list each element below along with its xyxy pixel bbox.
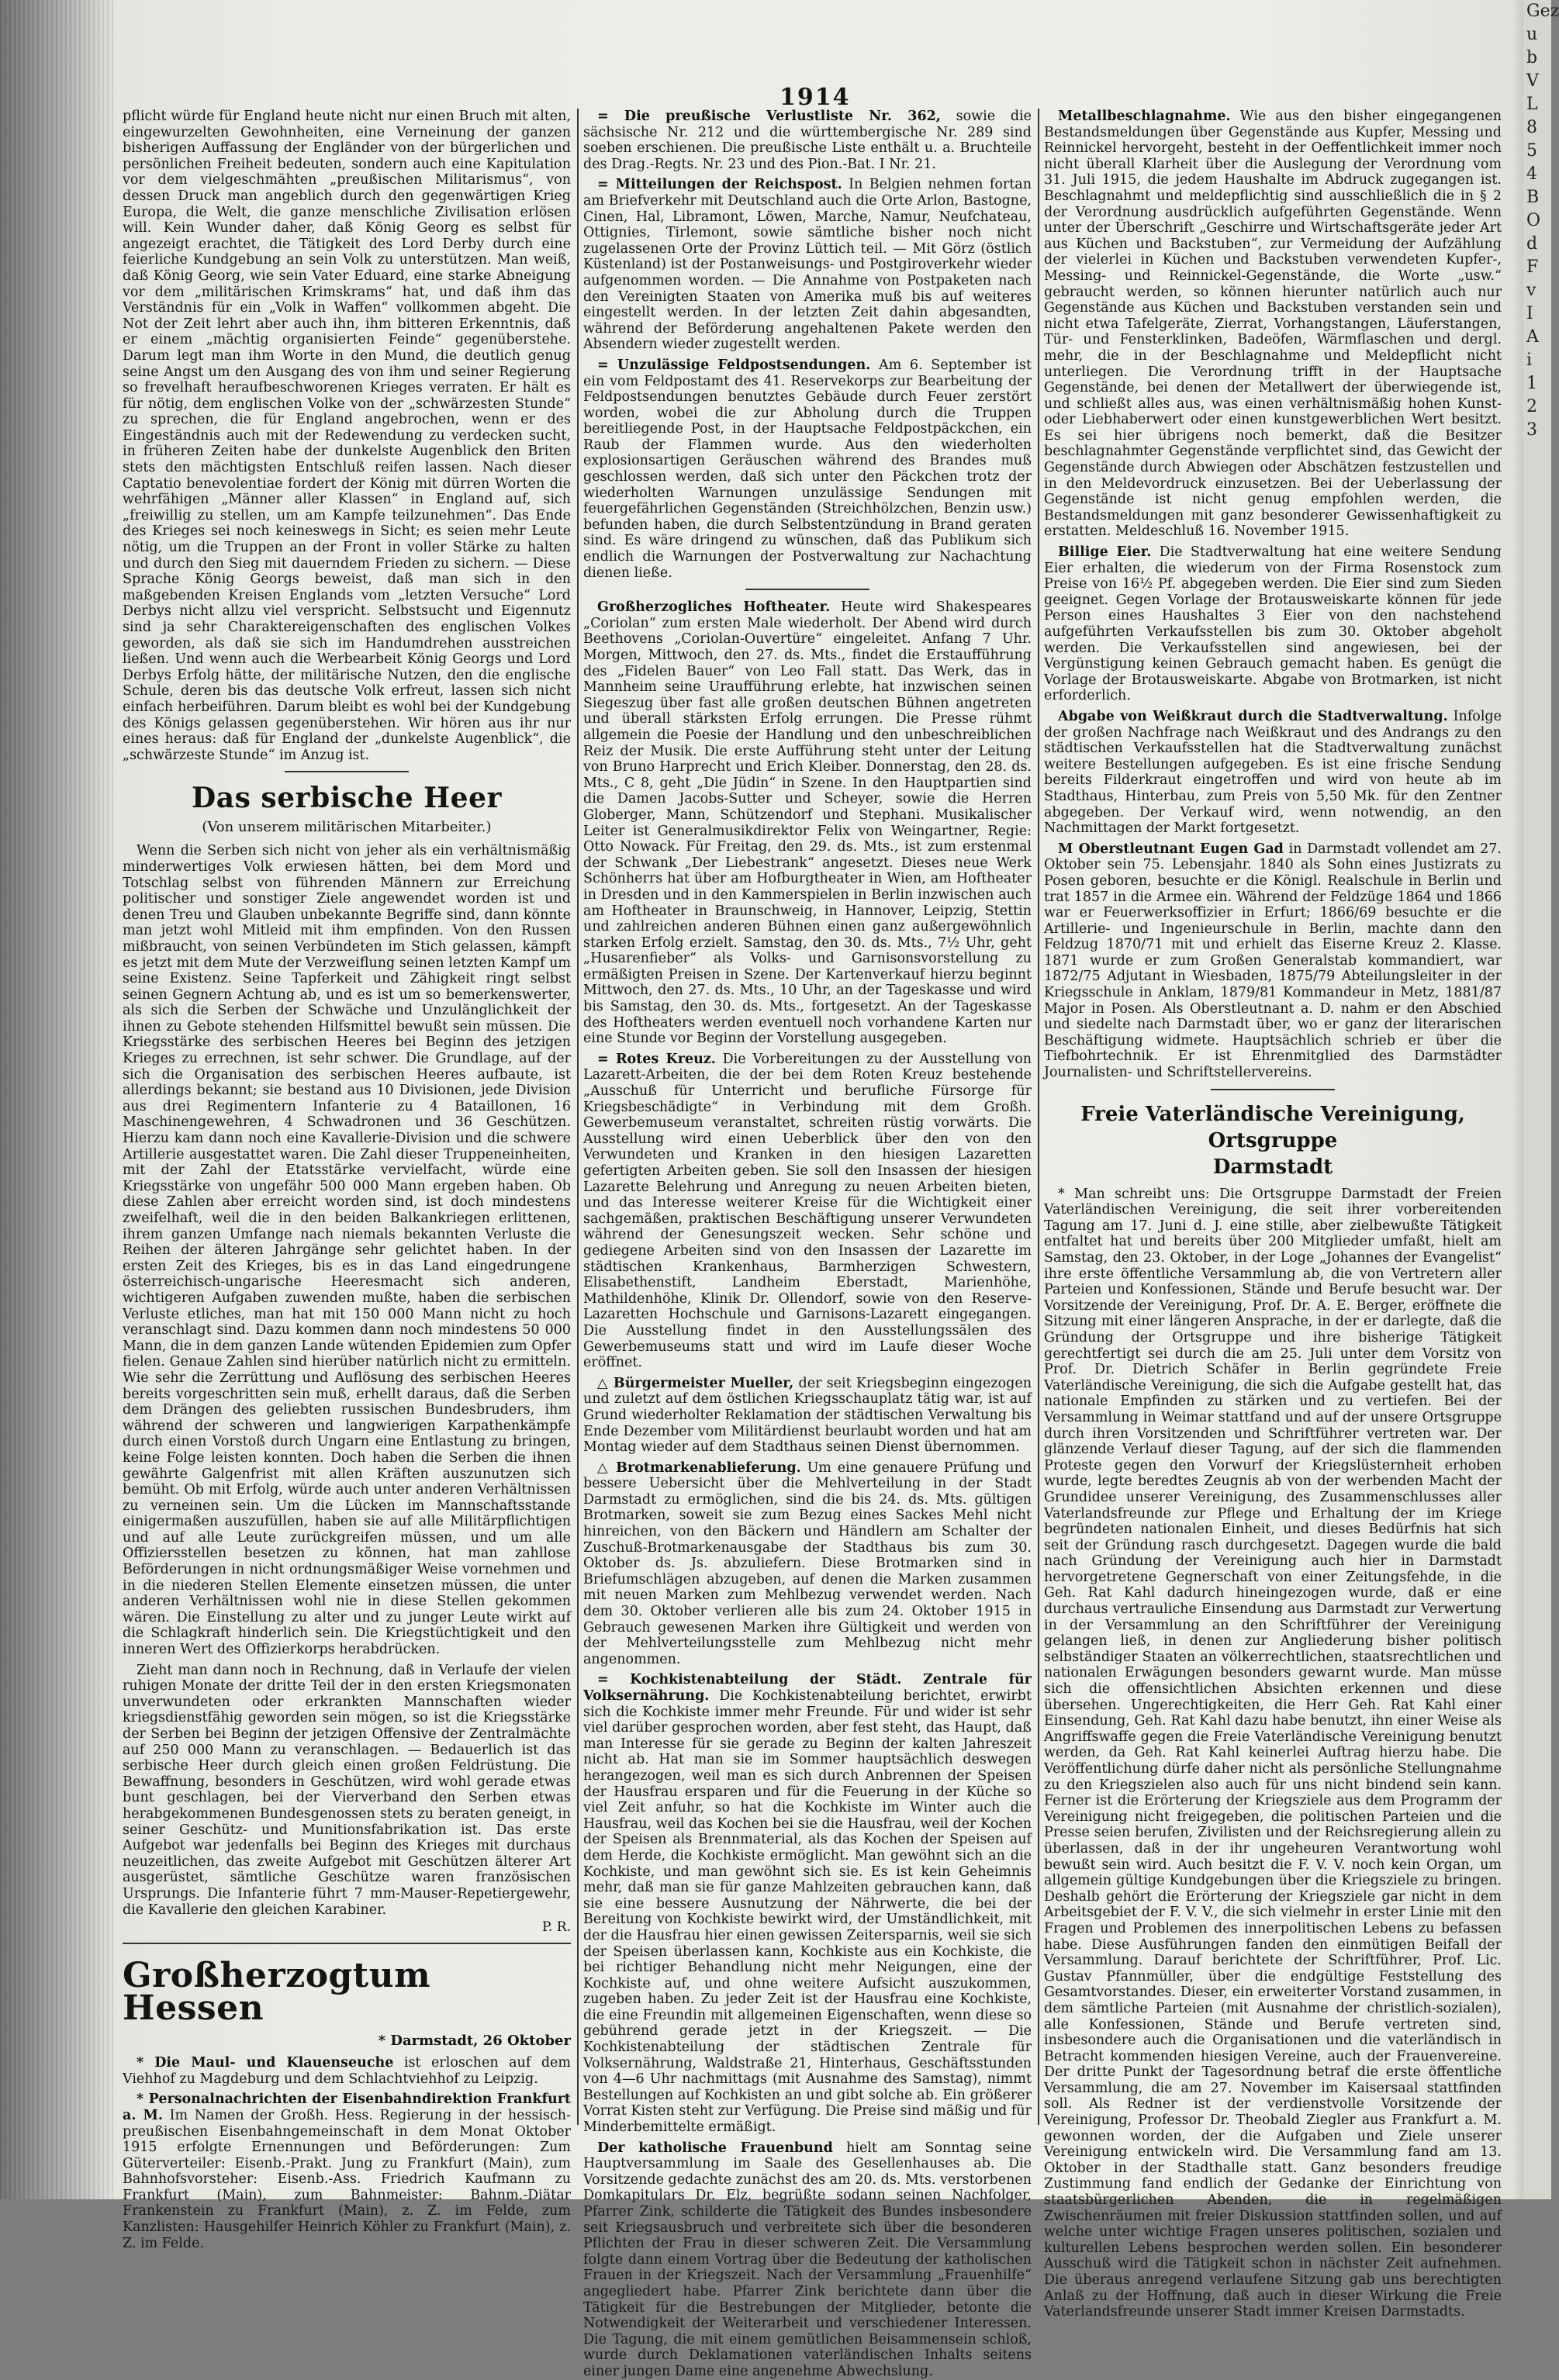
article-heading-freie-vaterlaendische-vereinigung (1044, 1101, 1502, 1180)
column-rule (1038, 109, 1039, 2125)
news-item-text: Am 6. September ist ein vom Feldpostamt des 41. Reservekorps zur Bearbeitung der Feldpostsendungen benutztes Gebäude durch Feuer zerstört worden, wobei die zur Abholung durch die Truppen bereitliegende Post, in der Hauptsache Feldpostpäckchen, ein Raub der Flammen wurde. Aus den wiederholten explosionsartigen Geräuschen während des Brandes muß geschlossen werden, daß sich unter den Päckchen trotz der wiederholten Warnungen unzulässige Sendungen mit feuergefährlichen Gegenständen (Streichhölzchen, Benzin usw.) befunden haben, die durch Selbstentzündung in Brand geraten sind. Es wäre dringend zu wünschen, daß das Publikum sich endlich die Warnungen der Postverwaltung zur Nachachtung dienen ließe. (583, 357, 1032, 581)
news-item-text: In Belgien nehmen fortan am Briefverkehr mit Deutschland auch die Orte Arlon, Bastogne, Cinen, Hal, Libramont, Löwen, Marche, Namur, Neufchateau, Ottignies, Tirlemont, sowie sämtliche bisher noch nicht zugelassenen Orte der Provinz Lüttich teil. — Mit Görz (östlich Küstenland) ist der Postanweisungs- und Postgiroverkehr wieder aufgenommen worden. — Die Annahme von Postpaketen nach den Vereinigten Staaten von Amerika muß bis auf weiteres eingestellt werden. In der letzten Zeit dahin abgesandten, während der Beförderung angehaltenen Pakete werden den Absendern wieder zugestellt werden. (583, 177, 1032, 353)
edge-fragment: L (1526, 95, 1538, 114)
article-text: Wenn die Serben sich nicht von jeher als ein verhältnismäßig minderwertiges Volk erwiesen hätten, bei dem Mord und Totschlag selbst von führenden Männern zur Erreichung politischer und sonstiger Ziele angewendet worden ist und denen Treu und Glauben unbekannte Begriffe sind, dann könnte man jetzt wohl Mitleid mit ihm empfinden. Von den Russen mißbraucht, von seinen Verbündeten im Stich gelassen, kämpft es jetzt mit dem Mute der Verzweiflung seinen letzten Kampf um seine Existenz. Seine Tapferkeit und Zähigkeit ringt selbst seinen Gegnern Achtung ab, und es ist um so bemerkenswerter, als sich die Serben der Schwäche und Unzulänglichkeit der ihnen zu Gebote stehenden Hilfsmittel bewußt sein müssen. Die Kriegsstärke des serbischen Heeres bei Beginn des jetzigen Krieges zu errechnen, ist sehr schwer. Die Grundlage, auf der sich die Organisation des serbischen Heeres aufbaute, ist allerdings bekannt; sie bestand aus 10 Divisionen, jede Division aus drei Regimentern Infanterie zu 4 Bataillonen, 16 Maschinengewehren, 4 Schwadronen und 36 Geschützen. Hierzu kam dann noch eine Kavallerie-Division und die schwere Artillerie ausgestattet waren. Die Zahl dieser Truppeneinheiten, mit der Zahl der Etatsstärke vervielfacht, würde eine Kriegsstärke von ungefähr 500 000 Mann ergeben haben. Ob diese Zahlen aber erreicht worden sind, ist doch mindestens zweifelhaft, weil die in den beiden Balkankriegen erlittenen, ihrem ganzen Umfange nach niemals bekannten Verluste die Reihen der älteren Jahrgänge sehr gelichtet haben. In der ersten Zeit des Krieges, bis es in das Land eingedrungene österreichisch-ungarische Heeresmacht sich anderen, wichtigeren Aufgaben zuwenden mußte, haben die serbischen Verluste etliches, man hat mit 150 000 Mann nicht zu hoch veranschlagt sind. Dazu kommen dann noch mindestens 50 000 Mann, die in dem ganzen Lande wütenden Epidemien zum Opfer fielen. Genaue Zahlen sind hierüber natürlich nicht zu ermitteln. Wie sehr die Zerrüttung und Auflösung des serbischen Heeres bereits vorgeschritten sein muß, erhellt daraus, daß die Serben dem Drängen des geliebten russischen Bundesbruders, ihm während der schweren und langwierigen Karpathenkämpfe durch einen Vorstoß durch Ungarn eine Entlastung zu bringen, keine Folge leisten konnten. Doch haben die Serben die ihnen gewährte Galgenfrist mit allen Kräften auszunutzen sich bemüht. Ob mit Erfolg, würde auch unter anderen Verhältnissen zu verneinen sein. Um die Lücken im Mannschaftsstande einigermaßen auszufüllen, haben sie auf alle Militärpflichtigen und auf alle Leute zurückgreifen müssen, und um alle Offiziersstellen besetzen zu können, hat man zahllose Beförderungen in nicht ordnungsmäßiger Weise vornehmen und in die niederen Stellen Elemente einsetzen müssen, die unter anderen Verhältnissen wohl nie in diese Stellen gekommen wären. Die Einstellung zu alter und zu junger Leute wirkt auf die Schlagkraft hinderlich sein. Die Kriegstüchtigkeit und den inneren Wert des Offizierkorps herabdrücken. (123, 843, 571, 1658)
edge-fragment: 5 (1526, 141, 1537, 161)
news-item-feldpost (583, 358, 1032, 581)
edge-fragment: 4 (1526, 164, 1537, 184)
news-item-reichspost (583, 177, 1032, 353)
news-item-weisskraut (1044, 709, 1502, 837)
news-item-lead: = Mitteilungen der Reichspost. (597, 177, 842, 193)
author-signature: P. R. (541, 1919, 571, 1936)
edge-fragment: I (1526, 304, 1533, 323)
news-item-text: in Darmstadt vollendet am 27. Oktober sein 75. Lebensjahr. 1840 als Sohn eines Justizrats zu Posen geboren, besuchte er die Königl. Realschule in Berlin und trat 1857 in die Armee ein. Während der Feldzüge 1864 und 1866 war er Feuerwerksoffizier in Erfurt; 1866/69 besuchte er die Artillerie- und Ingenieurschule in Berlin, machte dann den Feldzug 1870/71 mit und erhielt das Eiserne Kreuz 2. Klasse. 1871 wurde er zum Großen Generalstab kommandiert, war 1872/75 Adjutant in Wiesbaden, 1875/79 Abteilungsleiter in der Kriegsschule in Anklam, 1879/81 Kommandeur in Metz, 1881/87 Major in Posen. Als Oberstleutnant a. D. nahm er den Abschied und siedelte nach Darmstadt über, wo er ganz der literarischen Beschäftigung widmete. Hauptsächlich schrieb er über die Tiefbohrtechnik. Er ist Ehrenmitglied des Darmstädter Journalisten- und Schriftstellervereins. (1044, 841, 1502, 1081)
separator (285, 771, 409, 772)
news-item-billige-eier (1044, 544, 1502, 704)
column-1 (123, 109, 571, 2251)
heading-line: Darmstadt (1212, 1155, 1333, 1179)
news-item-lead: * Personalnachrichten der Eisenbahndirektion Frankfurt a. M. (123, 2092, 571, 2123)
news-item-text: Heute wird Shakespeares „Coriolan“ zum ersten Male wiederholt. Der Abend wird durch Beethovens „Coriolan-Ouvertüre“ eingeleitet. Anfang 7 Uhr. Morgen, Mittwoch, den 27. ds. Mts., findet die Erstaufführung des „Fidelen Bauer“ von Leo Fall statt. Das Werk, das in Mannheim seine Uraufführung erlebte, hat inzwischen seinen Siegeszug über fast alle großen deutschen Bühnen angetreten und überall stärksten Erfolg errungen. Die Presse rühmt allgemein die Poesie der Handlung und den unbeschreiblichen Reiz der Musik. Die erste Aufführung steht unter der Leitung von Bruno Harprecht und Erich Kleiber. Donnerstag, den 28. ds. Mts., C 8, geht „Die Jüdin“ in Szene. In den Hauptpartien sind die Damen Jacobs-Sutter und Scheyer, sowie die Herren Globerger, Mann, Schützendorf und Stephani. Musikalischer Leiter ist Generalmusikdirektor Felix von Weingartner, Regie: Otto Nowack. Für Freitag, den 29. ds. Mts., ist zum erstenmal der Schwank „Der Liebestrank“ angesetzt. Dieses neue Werk Schönherrs hat über am Hofburgtheater in Wien, am Hoftheater in Dresden und in den Kammerspielen in Berlin inzwischen auch am Hoftheater in Braunschweig, in Hannover, Leipzig, Stettin und zahlreichen anderen Bühnen einen ganz außergewöhnlich starken Erfolg erzielt. Samstag, den 30. ds. Mts., 7½ Uhr, geht „Husarenfieber“ als Volks- und Garnisonsvorstellung zu ermäßigten Preisen in Szene. Der Kartenverkauf hierzu beginnt Mittwoch, den 27. ds. Mts., 10 Uhr, an der Tageskasse und wird bis Samstag, den 30. ds. Mts., fortgesetzt. An der Tageskasse des Hoftheaters werden eventuell noch vorhandene Karten nur eine Stunde vor Beginn der Vorstellung ausgegeben. (583, 599, 1032, 1047)
edge-fragment: d (1526, 234, 1538, 254)
edge-fragment: B (1526, 188, 1540, 207)
section-heading-hessen: Großherzogtum Hessen (123, 1956, 431, 2029)
separator (1211, 1089, 1335, 1090)
edge-fragment: 3 (1526, 420, 1537, 440)
column-rule (577, 109, 579, 2125)
news-item-lead: M Oberstleutnant Eugen Gad (1058, 841, 1284, 857)
heading-line: Freie Vaterländische Vereinigung, Ortsgruppe (1080, 1102, 1465, 1152)
news-item-hoftheater (583, 599, 1032, 1047)
news-item-lead: = Kochkistenabteilung der Städt. Zentrale für Volksernährung. (583, 1672, 1032, 1704)
news-item-lead: Billige Eier. (1058, 544, 1152, 561)
news-item-text: Wie aus den bisher eingegangenen Bestandsmeldungen über Gegenstände aus Kupfer, Messing und Reinnickel hervorgeht, besteht in der Oeffentlichkeit immer noch nicht überall Klarheit über die Auslegung der Verordnung vom 31. Juli 1915, die jedem Haushalte im Abdruck zugegangen ist. Beschlagnahmt und meldepflichtig sind ausschließlich die in § 2 der Verordnung ausdrücklich aufgeführten Gegenstände. Wenn unter der Überschrift „Geschirre und Wirtschaftsgeräte jeder Art aus Küchen und Backstuben“, zur Vermeidung der Aufzählung der vielerlei in Küchen und Backstuben verwendeten Kupfer-, Messing- und Reinnickel-Gegenstände, die Worte „usw.“ gebraucht werden, so können hierunter natürlich auch nur Gegenstände aus Küchen und Backstuben verstanden sein und nicht etwa Tafelgeräte, Zierrat, Vorhangstangen, Läuferstangen, Tür- und Fensterklinken, Badeöfen, Wärmflaschen und dergl. mehr, die in der Beschlagnahme und Meldepflicht nicht unterliegen. Die Verordnung trifft in der Hauptsache Gegenstände, bei denen der Metallwert der überwiegende ist, und schließt alles aus, was einen verhältnismäßig hohen Kunst- oder Liebhaberwert oder einen kunstgewerblichen Wert besitzt. Es sei hier übrigens noch bemerkt, daß die Besitzer beschlagnahmter Gegenstände verpflichtet sind, das Gewicht der Gegenstände durch Abwiegen oder Abschätzen festzustellen und in den Meldevordruck einzusetzen. Bei der Ueberlassung der Gegenstände ist nicht genug empfohlen werden, die Bestandsmeldungen mit ganz besonderer Gewissenhaftigkeit zu erstatten. Meldeschluß 16. November 1915. (1044, 109, 1502, 540)
news-item-text: ist erloschen auf dem Viehhof zu Magdeburg und dem Schlachtviehhof zu Leipzig. (123, 2055, 571, 2087)
news-item-text: Um eine genauere Prüfung und bessere Uebersicht über die Mehlverteilung in der Stadt Darmstadt zu ermöglichen, sind die bis 24. ds. Mts. gültigen Brotmarken, soweit sie zum Bezug eines Sackes Mehl nicht hinreichen, von den Bäckern und Händlern am Schalter der Zuschuß-Brotmarkenausgabe der Stadthaus bis zum 30. Oktober ds. Js. abzuliefern. Diese Brotmarken sind in Briefumschlägen abzugeben, auf denen die Marken zusammen mit neuen Marken zum Mehlbezug verwendet werden. Nach dem 30. Oktober verlieren alle bis zum 24. Oktober 1915 in Gebrauch gewesenen Marken ihre Gültigkeit und werden von der Mehlverteilungsstelle zum Mehlbezug nicht mehr angenommen. (583, 1459, 1032, 1667)
edge-fragment: b (1526, 48, 1538, 67)
news-item-lead: * Die Maul- und Klauenseuche (137, 2055, 394, 2071)
news-item-buergermeister (583, 1376, 1032, 1456)
separator (745, 589, 869, 590)
edge-fragment: 2 (1526, 397, 1537, 416)
news-item-lead: = Rotes Kreuz. (597, 1051, 716, 1067)
news-item-maul-klauenseuche (123, 2055, 571, 2087)
news-item-lead: = Die preußische Verlustliste Nr. 362, (597, 109, 941, 124)
article-text: * Man schreibt uns: Die Ortsgruppe Darmstadt der Freien Vaterländischen Vereinigung, die seit ihrer vorbereitenden Tagung am 17. Juni d. J. eine stille, aber zielbewußte Tätigkeit entfaltet hat und bereits über 200 Mitglieder umfaßt, hielt am Samstag, den 23. Oktober, in der Loge „Johannes der Evangelist“ ihre erste öffentliche Versammlung ab, die von Vertretern aller Parteien und Konfessionen, Stände und Berufe besucht war. Der Vorsitzende der Vereinigung, Prof. Dr. A. E. Berger, eröffnete die Sitzung mit einer längeren Ansprache, in der er darlegte, daß die Gründung der Ortsgruppe und ihre bisherige Tätigkeit gerechtfertigt sei durch die am 25. Juli unter dem Vorsitz von Prof. Dr. Dietrich Schäfer in Berlin gegründete Freie Vaterländische Vereinigung, die sich die Aufgabe gestellt hat, das nationale Empfinden zu stärken und zu vertiefen. Bei der Versammlung in Weimar stattfand und auf der unsere Ortsgruppe durch ihren Vorsitzenden und Schriftführer vertreten war. Der glänzende Verlauf dieser Tagung, auf der sich die flammenden Proteste gegen den Vorwurf der Kriegslüsternheit erhoben wurde, legte beredtes Zeugnis ab von der werbenden Macht der Grundidee unserer Vereinigung, des Zusammenschlusses aller Vaterlandsfreunde zur Pflege und Erhaltung der im Kriege begründeten nationalen Einheit, und dieses Bedürfnis hat sich seit der Gründung rasch durchgesetzt. Dagegen wurde die bald nach Gründung der Vereinigung auch hier in Darmstadt hervorgetretene Gegnerschaft von einer Zeitungsfehde, in die Geh. Rat Kahl dadurch hineingezogen wurde, daß er eine durchaus vertrauliche Einsendung aus Darmstadt zur Verwertung in der Versammlung an den Schriftführer der Vereinigung gelangen ließ, in denen zur Angliederung bisher politisch selbständiger Staaten an völkerrechtlichen, staatsrechtlichen und nationalen Erwägungen besonders gewarnt wurde. Man müsse sich die offensichtlichen Absichten erkennen und diese übersehen. Ungerechtigkeiten, die Herr Geh. Rat Kahl einer Einsendung, Geh. Rat Kahl dazu habe benutzt, ihn einer Weise als Angriffswaffe gegen die Freie Vaterländische Vereinigung benutzt werden, da Geh. Rat Kahl keinerlei Auftrag hierzu habe. Die Veröffentlichung dürfe daher nicht als persönliche Stellungnahme zu den Kriegszielen also auch für uns nicht bindend sein kann. Ferner ist die Erörterung der Kriegsziele aus dem Programm der Vereinigung nicht freigegeben, die politischen Parteien und die Presse seien berufen, Zivilisten und der Reichsregierung allein zu überlassen, daß in der ihr ungeheuren Verantwortung wohl bewußt sein wird. Auch besitzt die F. V. V. noch kein Organ, um allgemein gültige Kundgebungen über die Kriegsziele zu bringen. Deshalb gehört die Erörterung der Kriegsziele gar nicht in dem Arbeitsgebiet der F. V. V., die sich vielmehr in erster Linie mit den Fragen und Problemen des innerpolitischen Lebens zu befassen habe. Diese Ausführungen fanden den einmütigen Beifall der Versammlung. Darauf berichtete der Schriftführer, Prof. Lic. Gustav Pfannmüller, über die endgültige Feststellung des Gesamtvorstandes. Dieser, ein erweiterter Vorstand zusammen, in dem sämtliche Parteien (mit Ausnahme der christlich-sozialen), alle Konfessionen, Stände und Berufe vertreten sind, insbesondere auch die Organisationen und die vaterländisch in Betracht kommenden hiesigen Vereine, auch der Frauenvereine. Der dritte Punkt der Tagesordnung betraf die erste öffentliche Versammlung, die am 27. November im Kaisersaal stattfinden soll. Als Redner ist der verdienstvolle Vorsitzende der Vereinigung, Professor Dr. Theobald Ziegler aus Frankfurt a. M. gewonnen worden, der die Aufgaben und Ziele unserer Vereinigung entwickeln wird. Die Versammlung fand am 13. Oktober in der Stadthalle statt. Ganz besonders freudige Zustimmung fand endlich der Gedanke der Einrichtung von staatsbürgerlichen Abenden, die in regelmäßigen Zwischenräumen mit freier Diskussion stattfinden sollen, und auf welche unter wichtige Fragen unseres politischen, sozialen und kulturellen Lebens besprochen werden sollen. Ein besonderer Ausschuß wird die Tätigkeit schon in nächster Zeit aufnehmen. Die überaus anregend verlaufene Sitzung gab uns berechtigten Anlaß zu der Hoffnung, daß auch in dieser Wirkung die Freie Vaterlandsfreunde unserer Stadt immer Kreisen Darmstadts. (1044, 1186, 1502, 2320)
book-binding (0, 0, 116, 2199)
edge-fragment: v (1526, 281, 1537, 300)
news-item-lead: Der katholische Frauenbund (597, 2140, 833, 2156)
news-item-lead: = Unzulässige Feldpostsendungen. (597, 357, 871, 373)
news-item-lead: Großherzogliches Hoftheater. (597, 599, 831, 616)
edge-fragment: F (1526, 257, 1539, 277)
news-item-frauenbund (583, 2140, 1032, 2380)
news-item-lead: Abgabe von Weißkraut durch die Stadtverwaltung. (1058, 708, 1448, 724)
news-item-text: sowie die sächsische Nr. 212 und die württembergische Nr. 289 sind soeben erschienen. Die preußische Liste enthält u. a. Bruchteile des Drag.-Regts. Nr. 23 und des Pion.-Bat. I Nr. 21. (583, 109, 1032, 172)
news-item-text: der seit Kriegsbeginn eingezogen und zuletzt auf dem östlichen Kriegsschauplatz tätig war, ist auf Grund wiederholter Reklamation der städtischen Verwaltung bis Ende Dezember vom Militärdienst beurlaubt worden und hat am Montag wieder auf dem Stadthaus seinen Dienst übernommen. (583, 1375, 1032, 1456)
news-item-lead: Metallbeschlagnahme. (1058, 109, 1231, 124)
column-3 (1044, 109, 1502, 2320)
edge-fragment: A (1526, 327, 1539, 347)
edge-fragment: u (1526, 25, 1538, 44)
adjacent-page-edge (1523, 0, 1559, 2199)
news-item-text: Im Namen der Großh. Hess. Regierung in der hessisch-preußischen Eisenbahngemeinschaft in dem Monat Oktober 1915 erfolgte Ernennungen und Beförderungen: Zum Güterverteiler: Eisenb.-Prakt. Jung zu Frankfurt (Main), zum Bahnhofsvorsteher: Eisenb.-Ass. Friedrich Kaufmann zu Frankfurt (Main), zum Bahnmeister: Bahnm.-Diätar Frankenstein zu Frankfurt (Main), z. Z. im Felde, zum Kanzlisten: Hausgehilfer Heinrich Köhler zu Frankfurt (Main), z. Z. im Felde. (123, 2107, 571, 2251)
article-subtitle: (Von unserem militärischen Mitarbeiter.) (202, 819, 492, 836)
news-item-rotes-kreuz (583, 1052, 1032, 1371)
news-item-personalnachrichten (123, 2092, 571, 2251)
edge-fragment: 1 (1526, 374, 1537, 393)
news-item-verlustliste (583, 109, 1032, 172)
article-text: Zieht man dann noch in Rechnung, daß in Verlaufe der vielen ruhigen Monate der dritte Teil der in den ersten Kriegsmonaten unverwundeten oder erkrankten Mannschaften wieder kriegsdienstfähig geworden sein mögen, so ist die Kriegsstärke der Serben bei Beginn der jetzigen Offensive der Zentralmächte auf 250 000 Mann zu veranschlagen. — Bedauerlich ist das serbische Heer durch gleich einen großen Feldrüstung. Die Bewaffnung, besonders in Geschützen, wird wohl gerade etwas bunt geschlagen, bei der Vierverband den Serben etwas herabgekommenen Bundesgenossen stets zu beraten geneigt, in seiner Geschütz- und Munitionsfabrikation ist. Das erste Aufgebot war jedenfalls bei Beginn des Krieges mit durchaus neuzeitlichen, das zweite Aufgebot mit Geschützen älterer Art ausgerüstet, sämtliche Geschütze waren französischen Ursprungs. Die Infanterie führt 7 mm-Mauser-Repetiergewehr, die Kavallerie den gleichen Karabiner. (123, 1662, 571, 1918)
dateline: * Darmstadt, 26 Oktober (378, 2033, 571, 2050)
edge-fragment: 8 (1526, 118, 1537, 137)
news-item-lead: △ Bürgermeister Mueller, (597, 1375, 794, 1391)
separator (123, 1943, 571, 1944)
news-item-brotmarken (583, 1460, 1032, 1668)
news-item-lead: △ Brotmarkenablieferung. (597, 1459, 801, 1476)
news-item-text: Die Vorbereitungen zu der Ausstellung von Lazarett-Arbeiten, die der bei dem Roten Kreuz bestehende „Ausschuß für Unterricht und berufliche Fürsorge für Kriegsbeschädigte“ in Verbindung mit dem Großh. Gewerbemuseum veranstaltet, schreiten rüstig vorwärts. Die Ausstellung wird einen Ueberblick über den von den Verwundeten und Kranken in den hiesigen Lazaretten gefertigten Arbeiten geben. Sie soll den Insassen der hiesigen Lazarette Belehrung und Anregung zu neuen Arbeiten bieten, und das Interesse weiterer Kreise für die Wichtigkeit einer sachgemäßen, praktischen Beschäftigung unserer Verwundeten während der Genesungszeit wecken. Sehr schöne und gediegene Arbeiten sind von den Insassen der Lazarette im städtischen Krankenhaus, Barmherzigen Schwestern, Elisabethenstift, Landheim Eberstadt, Marienhöhe, Mathildenhöhe, Klinik Dr. Ollendorf, sowie von den Reserve-Lazaretten Hochschule und Garnisons-Lazarett eingegangen. Die Ausstellung findet in den Ausstellungssälen des Gewerbemuseums statt und wird im Laufe dieser Woche eröffnet. (583, 1051, 1032, 1371)
news-item-text: Infolge der großen Nachfrage nach Weißkraut und des Andrangs zu den städtischen Verkaufsstellen hat die Stadtverwaltung zunächst weitere Bestellungen aufgegeben. Es ist eine frische Sendung bereits Filderkraut eingetroffen und wird von heute ab im Stadthaus, Hinterbau, zum Preis von 5,50 Mk. für den Zentner abgegeben. Der Verkauf wird, wenn notwendig, an den Nachmittagen der Markt fortgesetzt. (1044, 708, 1502, 837)
news-item-oberstleutnant-gad (1044, 841, 1502, 1081)
edge-fragment: V (1526, 71, 1539, 91)
news-item-text: hielt am Sonntag seine Hauptversammlung im Saale des Gesellenhauses ab. Die Vorsitzende gedachte zunächst des am 20. ds. Mts. verstorbenen Domkapitulars Dr. Elz, begrüßte sodann seinen Nachfolger, Pfarrer Zink, schilderte die Tätigkeit des Bundes insbesondere seit Kriegsausbruch und verbreitete sich über die besonderen Pflichten der Frau in dieser schweren Zeit. Die Versammlung folgte dann einem Vortrag über die Bedeutung der katholischen Frauen in der Kriegszeit. Nach der Versammlung „Frauenhilfe“ angegliedert habe. Pfarrer Zink berichtete dann über die Tätigkeit für die Bestrebungen der Mitglieder, betonte die Notwendigkeit der Weiterarbeit und verschiedener Interessen. Die Tagung, die mit einem gemütlichen Beisammensein schloß, wurde durch Deklamationen vaterländischen Inhalts seitens einer jungen Dame eine angenehme Abwechslung. (583, 2140, 1032, 2379)
edge-fragment: O (1526, 211, 1541, 230)
article-intro-text: pflicht würde für England heute nicht nur einen Bruch mit alten, eingewurzelten Gewohnheiten, eine Verneinung der ganzen bisherigen Auffassung der Engländer von der bürgerlichen und persönlichen Freiheit bedeuten, sondern auch eine Kapitulation vor dem vielgeschmähten „preußischen Militarismus“, von dessen Druck man angeblich durch den gegenwärtigen Krieg Europa, die Welt, die ganze menschliche Zivilisation erlösen will. Kein Wunder daher, daß König Georg es selbst für angezeigt erachtet, die Tätigkeit des Lord Derby durch eine feierliche Kundgebung an sein Volk zu unterstützen. Man weiß, daß König Georg, wie sein Vater Eduard, eine starke Abneigung vor dem „militärischen Krimskrams“ hat, und daß ihm das Verständnis für ein „Volk in Waffen“ vollkommen abgeht. Die Not der Zeit lehrt aber auch ihn, ihm bitteren Erkenntnis, daß er einem „mächtig organisierten Feinde“ gegenüberstehe. Darum legt man ihm Worte in den Mund, die deutlich genug seine Angst um den Ausgang des von ihm und seiner Regierung so frevelhaft heraufbeschworenen Krieges verraten. Er hält es für nötig, dem englischen Volke von der „schwärzesten Stunde“ zu sprechen, die für England angebrochen, wenn er des Eingeständnis auch mit der Redewendung zu verdecken sucht, in früheren Zeiten habe der dunkelste Augenblick den Briten stets den mächtigsten Entschluß reifen lassen. Nach dieser Captatio benevolentiae fordert der König mit dürren Worten die wehrfähigen „Männer aller Klassen“ in England auf, sich „freiwillig zu stellen, um am Kampfe teilzunehmen“. Das Ende des Krieges sei noch keineswegs in Sicht; es seien mehr Leute nötig, um die Truppen an der Front in voller Stärke zu halten und durch den Sieg mit dauerndem Frieden zu sichern. — Diese Sprache König Georgs beweist, daß man sich in den maßgebenden Kreisen Englands vom „letzten Versuche“ Lord Derbys nicht allzu viel verspricht. Selbstsucht und Eigennutz sind ja sehr Charaktereigenschaften des englischen Volkes geworden, als daß sie sich im Handumdrehen ausstreichen ließen. Und wenn auch die Werbearbeit König Georgs und Lord Derbys Erfolg hätte, der militärische Nutzen, den die englische Schule, deren bis das deutsche Volk erfreut, lassen sich nicht einfach herbeiführen. Darum bleibt es wohl bei der Kundgebung des Königs gelassen gegenüberstehen. Wir hören aus ihr nur eines heraus: daß für England der „dunkelste Augenblick“, die „schwärzeste Stunde“ im Anzug ist. (123, 109, 571, 763)
edge-fragment: i (1526, 351, 1533, 370)
news-item-kochkiste (583, 1672, 1032, 2135)
page-number: 1914 (780, 84, 851, 111)
article-heading-serbisches-heer: Das serbische Heer (192, 782, 502, 815)
news-item-text: Die Kochkistenabteilung berichtet, erwirbt sich die Kochkiste immer mehr Freunde. Für und wider ist sehr viel darüber gesprochen worden, aber fest steht, das Haupt, daß man Interesse für sie gerade zu Beginn der kalten Jahreszeit nicht ab. Hat man sie im Sommer hauptsächlich deswegen herangezogen, weil man es sich durch Anbrennen der Speisen der Hausfrau ersparen und für die Feuerung in der Küche so viel Zeit anfuhr, so hat die Kochkiste im Winter auch die Hausfrau, weil das Kochen bei sie die Hausfrau, weil der Kochen der Speisen als Brennmaterial, als das Kochen der Speisen auf dem Herde, die Kochkiste ermöglicht. Man gewöhnt sich an die Kochkiste, und man gewöhnt sich sie. Es ist kein Geheimnis mehr, daß man sie für ganze Mahlzeiten gebrauchen kann, daß sie eine bessere Ausnutzung der Nährwerte, die bei der Bereitung von Kochkiste bewirkt wird, der Umständlichkeit, mit der die Hausfrau hier einen gewissen Zeitersparnis, weil sie sich der Speisen überlassen kann, Kochkiste aus ein Kochkiste, die bei richtiger Behandlung nicht mehr Neigungen, eine der Kochkiste auf, und ohne weitere Aufsicht auszukommen, zugeben haben. Zu jeder Zeit ist der Hausfrau eine Kochkiste, die eine Freundin mit allgemeinen Eigenschaften, wenn diese so gebührend gerade jetzt in der Kriegszeit. — Die Kochkistenabteilung der städtischen Zentrale für Volksernährung, Waldstraße 21, Hinterhaus, Geschäftsstunden von 4—6 Uhr nachmittags (mit Ausnahme des Samstag), nimmt Bestellungen auf Kochkisten an und gibt solche ab. Ein größerer Vorrat Kisten steht zur Verfügung. Die Preise sind mäßig und für Minderbemittelte ermäßigt. (583, 1688, 1032, 2136)
news-item-text: Die Stadtverwaltung hat eine weitere Sendung Eier erhalten, die wiederum von der Firma Rosenstock zum Preise von 16½ Pf. abgegeben werden. Die Eier sind zum Sieden geeignet. Gegen Vorlage der Brotausweiskarte können für jede Person eines Haushaltes 3 Eier von den nachstehend aufgeführten Verkaufsstellen bis zum 30. Oktober abgeholt werden. Die Verkaufsstellen sind angewiesen, bei der Vergünstigung keinen Gebrauch gemacht haben. Es genügt die Vorlage der Brotausweiskarte. Abgabe von Brotmarken, ist nicht erforderlich. (1044, 544, 1502, 704)
edge-fragment: Gez (1526, 2, 1559, 21)
news-item-metallbeschlagnahme (1044, 109, 1502, 540)
column-2 (583, 109, 1032, 2379)
